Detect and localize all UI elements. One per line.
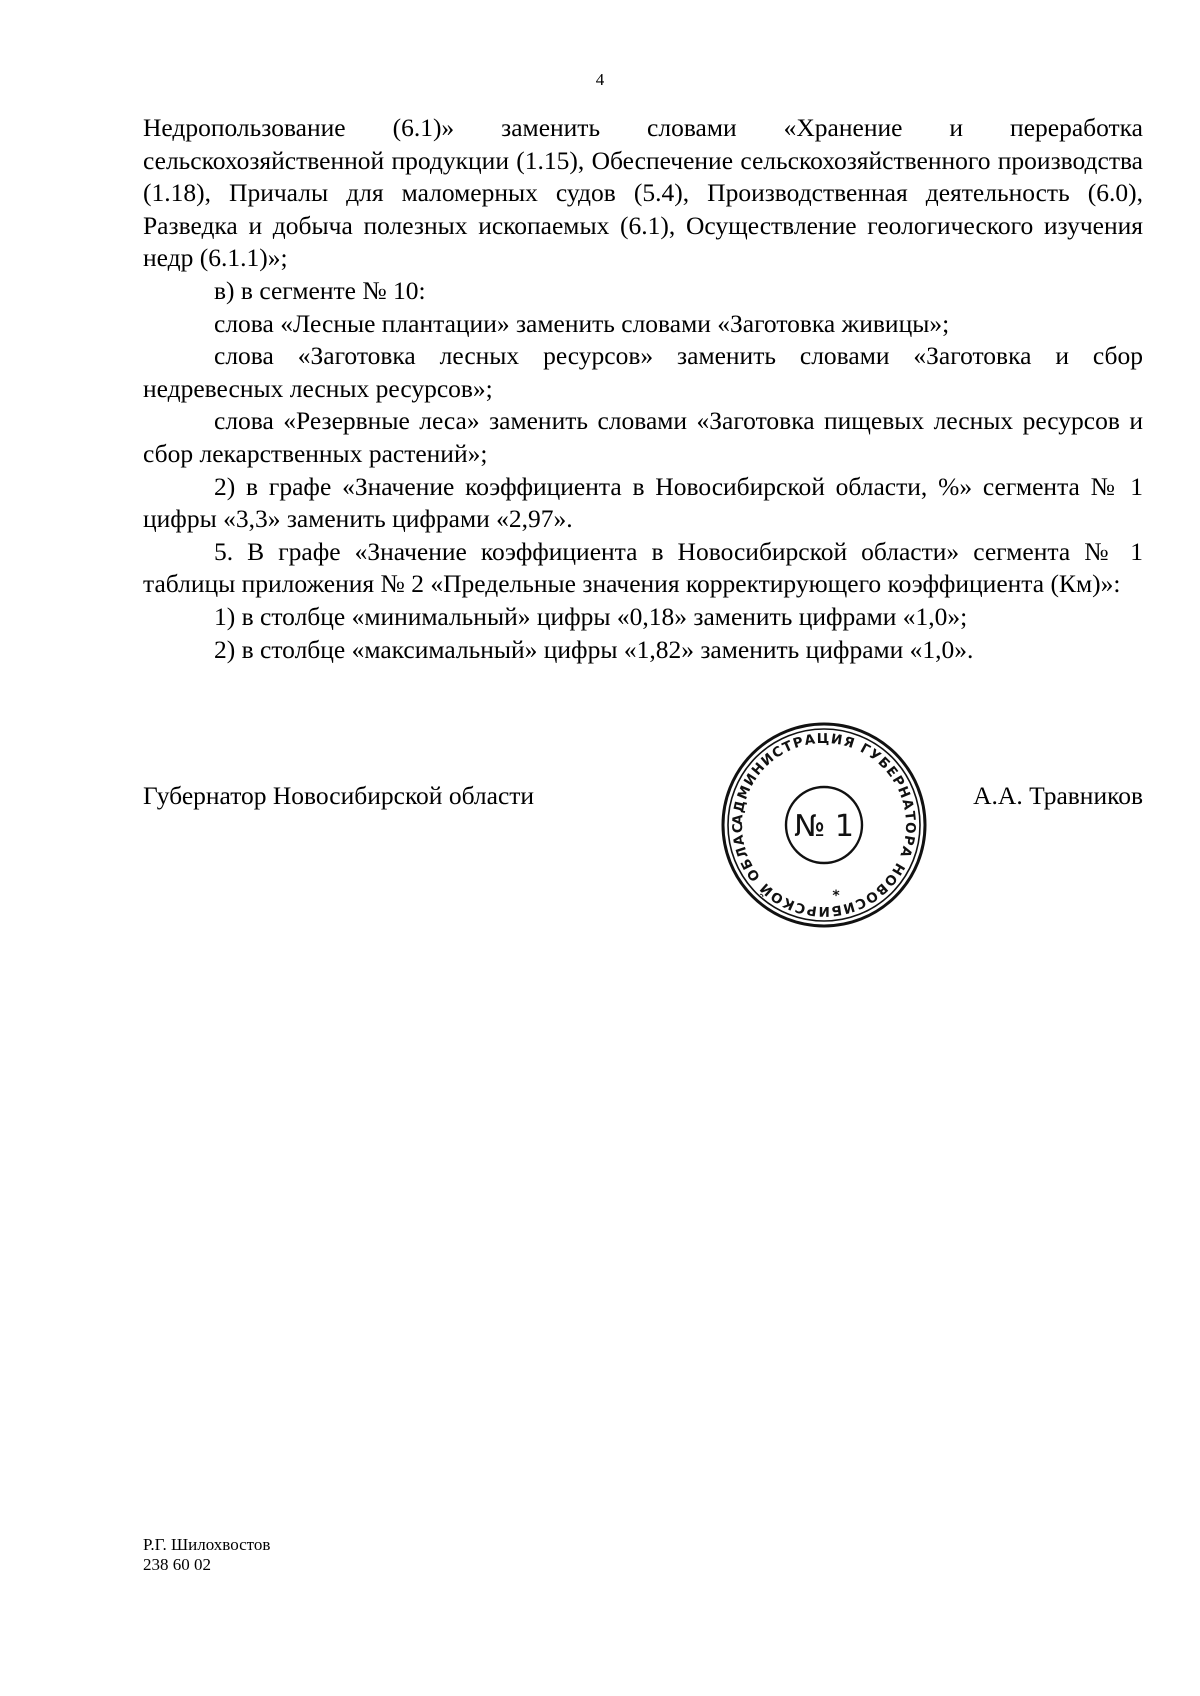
- svg-text:*: *: [832, 888, 840, 904]
- paragraph: 2) в графе «Значение коэффициента в Новосибирской области, %» сегмента № 1 цифры «3,3» заменить цифрами «2,97».: [143, 471, 1143, 534]
- paragraph: слова «Лесные плантации» заменить словами «Заготовка живицы»;: [214, 308, 950, 338]
- signature-block: [143, 780, 1143, 820]
- seal-graphic: [719, 720, 929, 930]
- signatory-title: Губернатор Новосибирской области: [143, 781, 535, 810]
- svg-text:АДМИНИСТРАЦИЯ ГУБЕРНАТОРА НОВО: АДМИНИСТРАЦИЯ ГУБЕРНАТОРА НОВОСИБИРСКОЙ ОБЛАС: [729, 730, 919, 920]
- signatory-name: А.А. Травников: [973, 781, 1143, 810]
- paragraph: в) в сегменте № 10:: [214, 275, 426, 305]
- executor-info: [143, 1535, 270, 1575]
- executor-name: Р.Г. Шилохвостов: [143, 1535, 271, 1554]
- page-number: 4: [595, 70, 605, 89]
- executor-phone: 238 60 02: [143, 1555, 211, 1574]
- paragraph: слова «Заготовка лесных ресурсов» заменить словами «Заготовка и сбор недревесных лесных ресурсов»;: [143, 341, 1143, 403]
- paragraph: слова «Резервные леса» заменить словами «Заготовка пищевых лесных ресурсов и сбор лекарственных растений»;: [143, 406, 1143, 468]
- official-seal: [719, 720, 929, 930]
- paragraph: Недропользование (6.1)» заменить словами «Хранение и переработка сельскохозяйственной продукции (1.15), Обеспечение сельскохозяйственного производства (1.18), Причалы для маломерных судов (5.4), Производственная деятельность (6.0), Разведка и добыча полезных ископаемых (6.1), Осуществление геологического изучения недр (6.1.1)»;: [143, 113, 1143, 273]
- svg-text:№ 1: № 1: [794, 809, 854, 844]
- paragraph: 2) в столбце «максимальный» цифры «1,82» заменить цифрами «1,0».: [214, 634, 974, 664]
- paragraph: 1) в столбце «минимальный» цифры «0,18» заменить цифрами «1,0»;: [214, 601, 968, 631]
- paragraph: 5. В графе «Значение коэффициента в Новосибирской области» сегмента № 1 таблицы приложения № 2 «Предельные значения корректирующего коэффициента (Км)»:: [143, 536, 1143, 599]
- document-body: [143, 112, 1143, 666]
